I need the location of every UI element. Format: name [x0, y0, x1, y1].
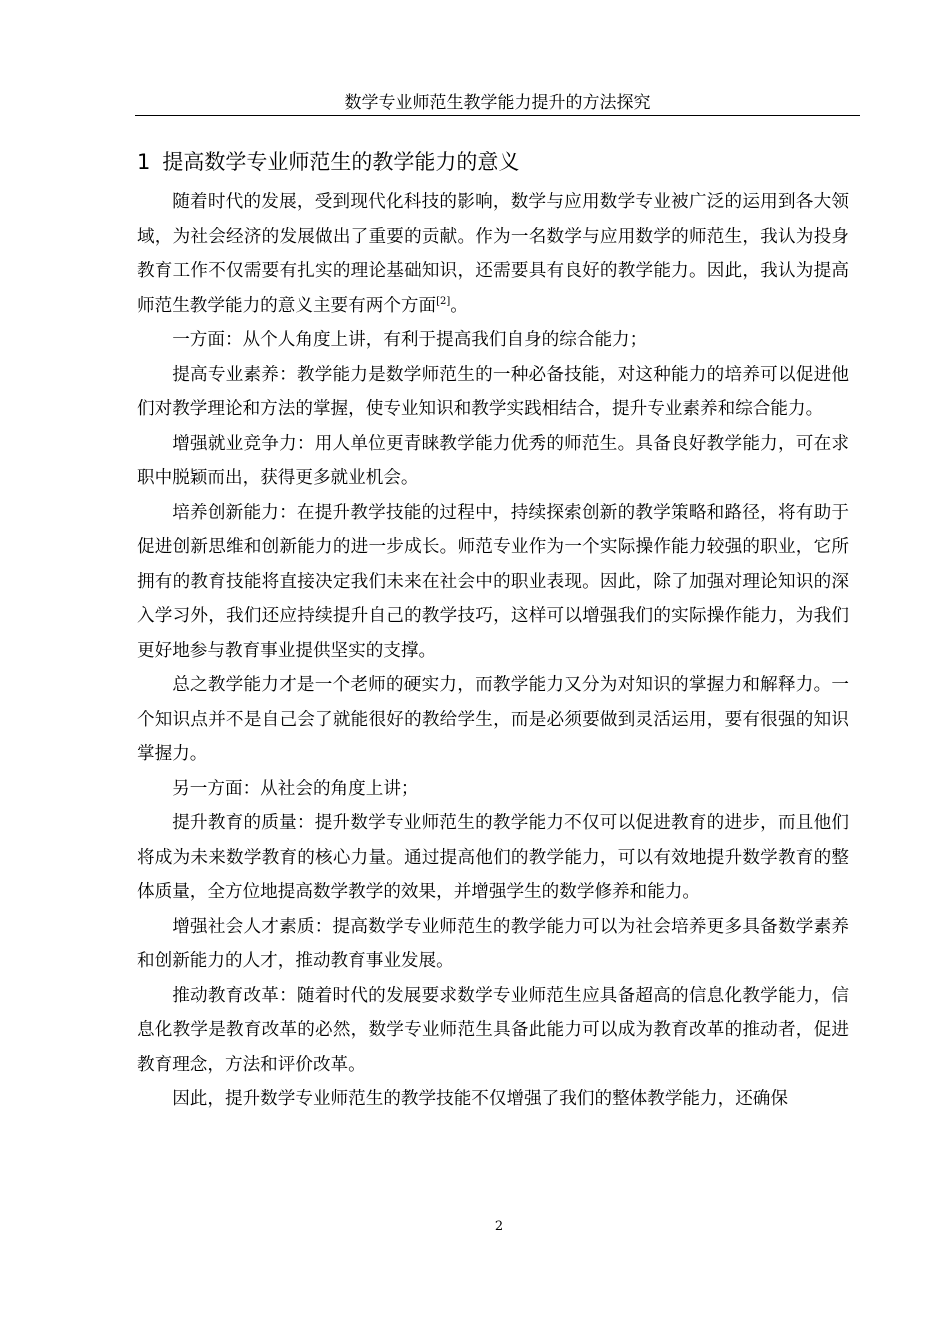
- paragraph-talent-quality: 增强社会人才素质：提高数学专业师范生的教学能力可以为社会培养更多具备数学素养和创新能力的人才，推动教育事业发展。: [137, 916, 849, 971]
- paragraph-social-aspect: 另一方面：从社会的角度上讲；: [172, 778, 419, 799]
- running-header: 数学专业师范生教学能力提升的方法探究: [135, 92, 860, 116]
- paragraph-personal-aspect: 一方面：从个人角度上讲，有利于提高我们自身的综合能力；: [172, 330, 648, 350]
- paragraph-summary: 总之教学能力才是一个老师的硬实力，而教学能力又分为对知识的掌握力和解释力。一个知识点并不是自己会了就能很好的教给学生，而是必须要做到灵活运用，要有很强的知识掌握力。: [137, 675, 849, 764]
- paragraph-professional-literacy: 提高专业素养：教学能力是数学师范生的一种必备技能，对这种能力的培养可以促进他们对教学理论和方法的掌握，使专业知识和教学实践相结合，提升专业素养和综合能力。: [137, 364, 849, 419]
- section-title: 提高数学专业师范生的教学能力的意义: [162, 150, 520, 174]
- paragraph-conclusion: 因此，提升数学专业师范生的教学技能不仅增强了我们的整体教学能力，还确保: [172, 1089, 788, 1109]
- paragraph-employment: 增强就业竞争力：用人单位更青睐教学能力优秀的师范生。具备良好教学能力，可在求职中脱颖而出，获得更多就业机会。: [137, 433, 849, 488]
- body-text: [137, 185, 849, 1117]
- citation-marker: [2]: [436, 295, 451, 307]
- page-number: 2: [494, 1219, 504, 1234]
- section-heading: [137, 148, 519, 176]
- section-number: 1: [137, 150, 151, 174]
- paragraph-intro: [137, 185, 849, 323]
- paragraph-intro-end: 。: [450, 295, 468, 316]
- paragraph-innovation: 培养创新能力：在提升教学技能的过程中，持续探索创新的教学策略和路径，将有助于促进创新思维和创新能力的进一步成长。师范专业作为一个实际操作能力较强的职业，它所拥有的教育技能将直接决定我们未来在社会中的职业表现。因此，除了加强对理论知识的深入学习外，我们还应持续提升自己的教学技巧，这样可以增强我们的实际操作能力，为我们更好地参与教育事业提供坚实的支撑。: [137, 502, 849, 661]
- paragraph-intro-text: 随着时代的发展，受到现代化科技的影响，数学与应用数学专业被广泛的运用到各大领域，为社会经济的发展做出了重要的贡献。作为一名数学与应用数学的师范生，我认为投身教育工作不仅需要有扎实的理论基础知识，还需要具有良好的教学能力。因此，我认为提高师范生教学能力的意义主要有两个方面: [137, 192, 849, 316]
- paragraph-education-quality: 提升教育的质量：提升数学专业师范生的教学能力不仅可以促进教育的进步，而且他们将成为未来数学教育的核心力量。通过提高他们的教学能力，可以有效地提升数学教育的整体质量，全方位地提高数学教学的效果，并增强学生的数学修养和能力。: [137, 813, 849, 902]
- paragraph-education-reform: 推动教育改革：随着时代的发展要求数学专业师范生应具备超高的信息化教学能力，信息化教学是教育改革的必然，数学专业师范生具备此能力可以成为教育改革的推动者，促进教育理念，方法和评价改革。: [137, 985, 849, 1075]
